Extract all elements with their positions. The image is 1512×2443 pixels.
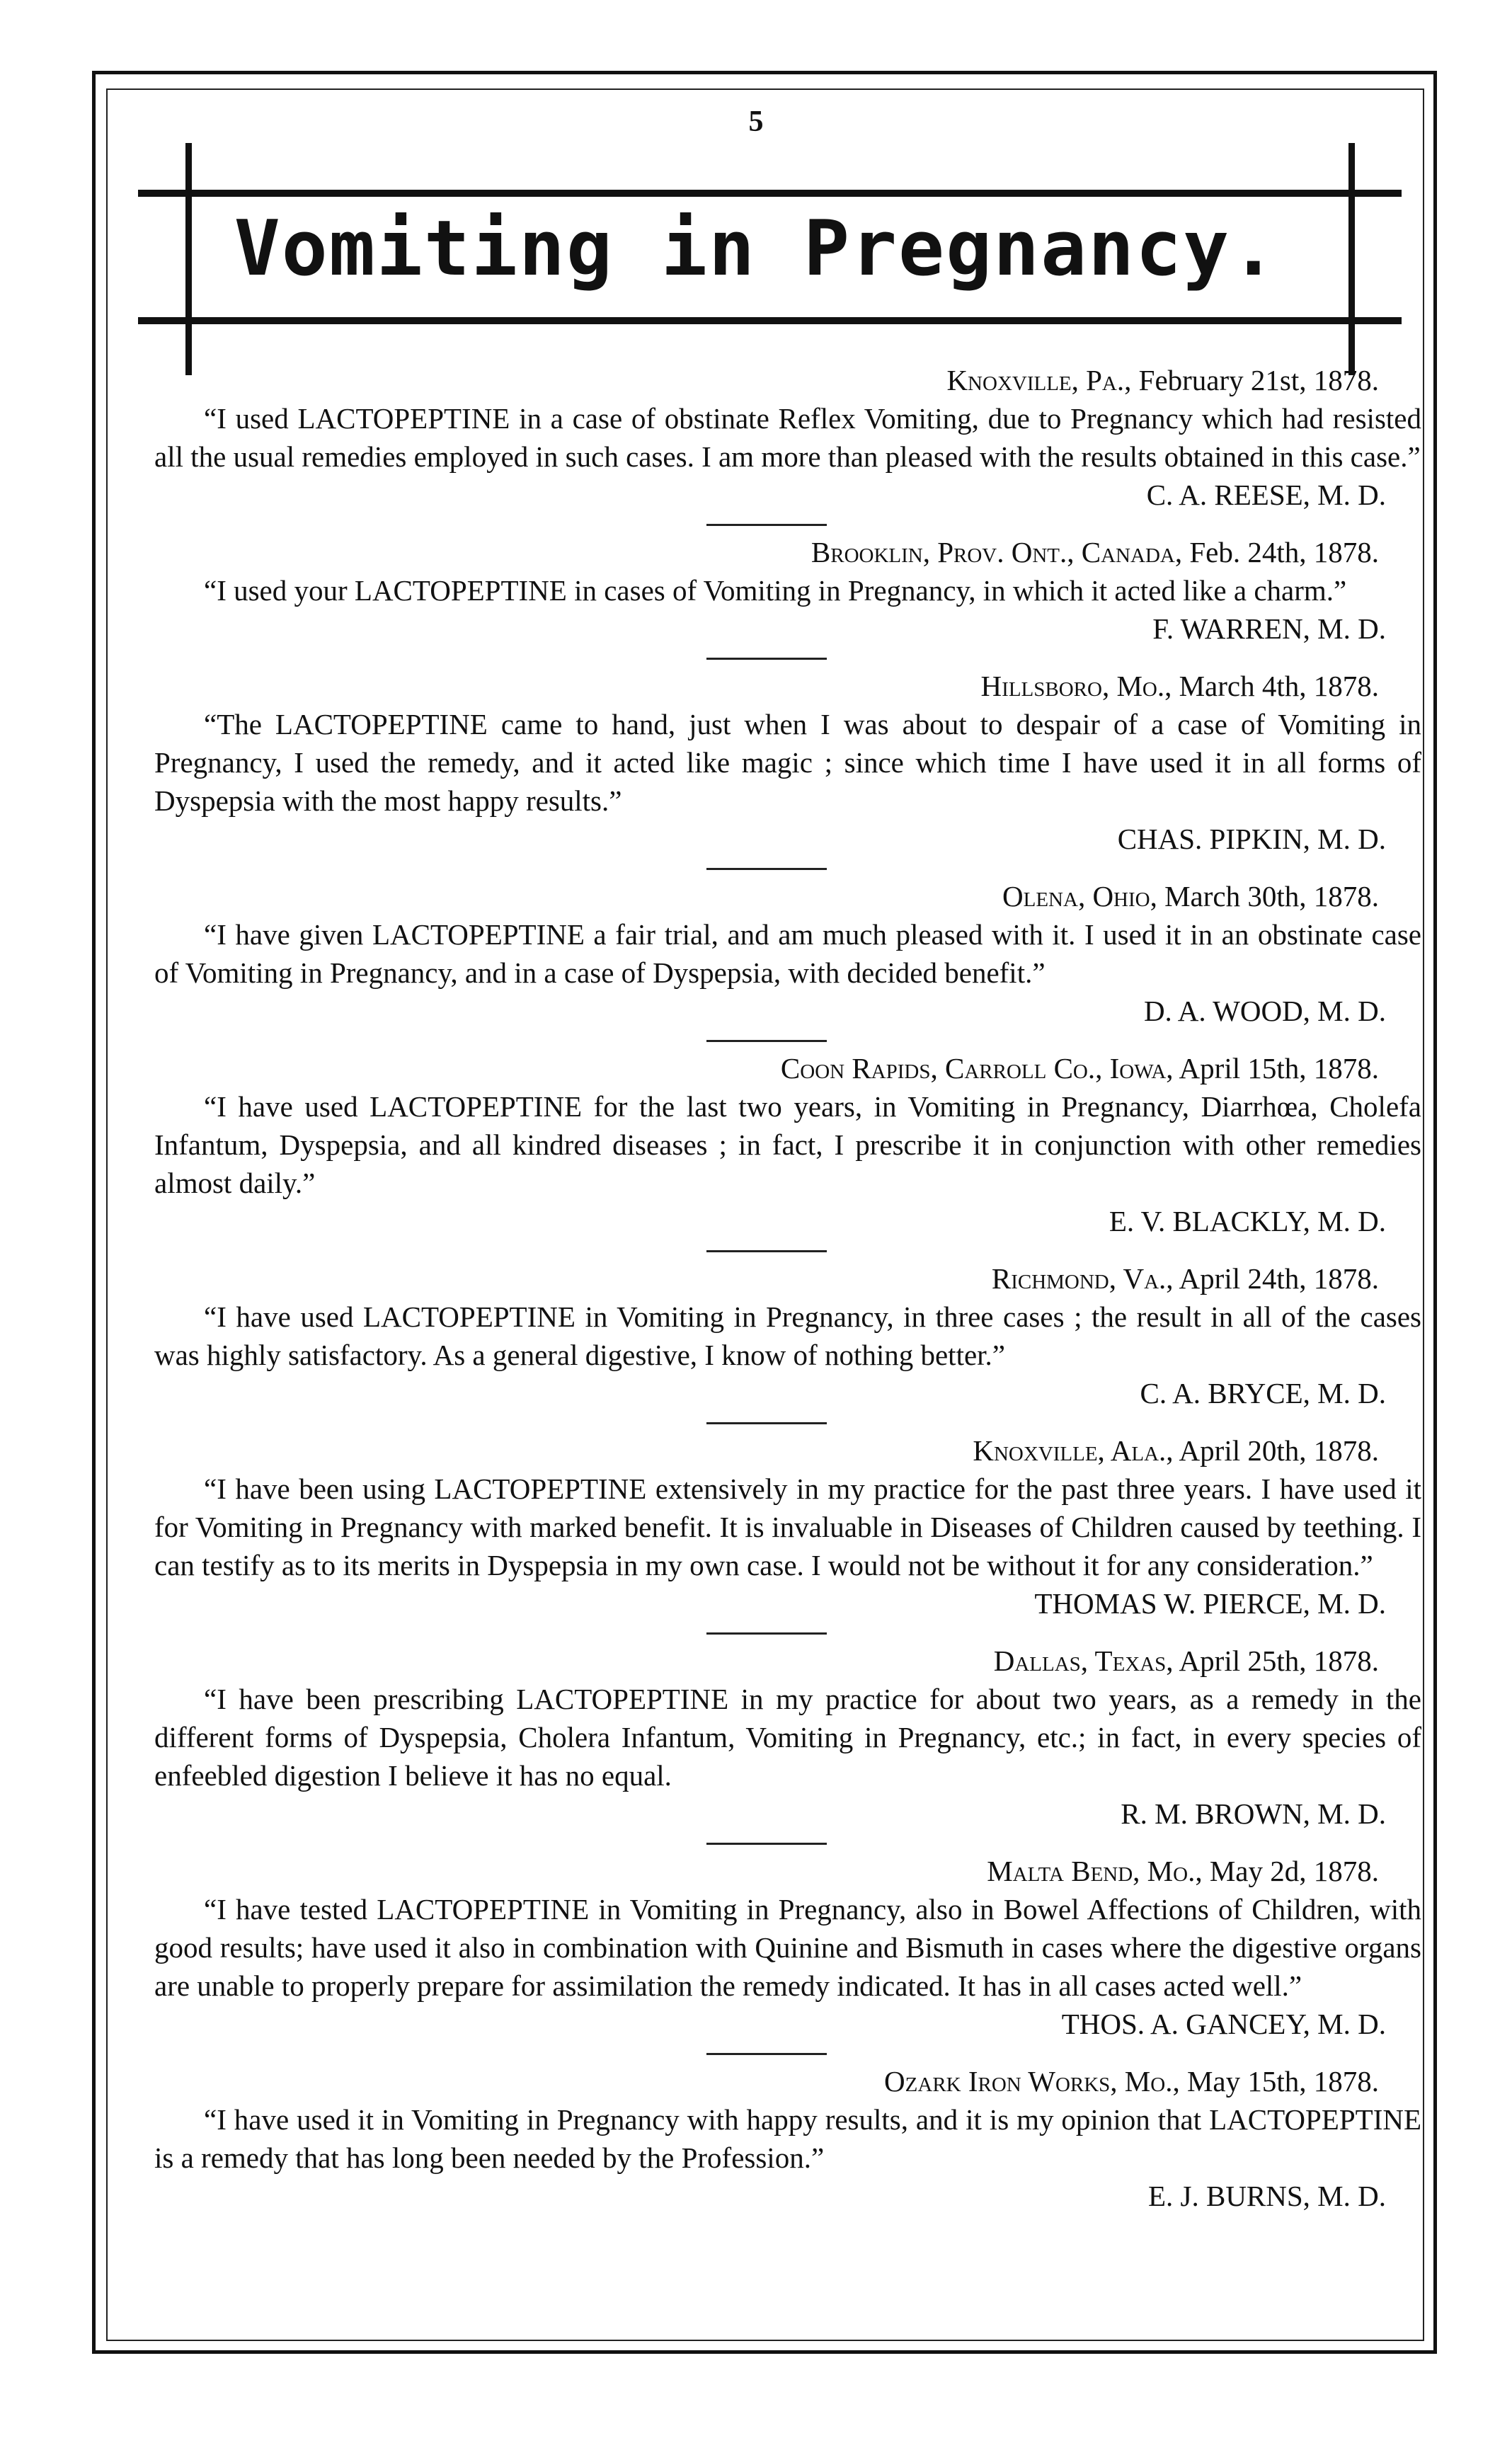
testimonial-quote: “I have used it in Vomiting in Pregnancy with happy results, and it is my opinion that LACTOPEPTINE is a remedy that has long been needed by the Profession.” (154, 2103, 1421, 2174)
testimonial-signer: C. A. REESE, M. D. (1146, 479, 1386, 511)
place-name: Dallas, Texas, (993, 1644, 1174, 1677)
place-name: Ozark Iron Works, Mo., (884, 2065, 1180, 2098)
testimonial-date: Feb. 24th, 1878. (1182, 536, 1379, 568)
separator-rule (706, 1250, 827, 1252)
testimonial-location (154, 533, 1421, 571)
testimonial (154, 1431, 1421, 1635)
testimonial-location (154, 1431, 1421, 1470)
place-name: Knoxville, Pa., (946, 364, 1132, 396)
testimonial-signer: CHAS. PIPKIN, M. D. (1117, 823, 1386, 855)
testimonial-location (154, 877, 1421, 915)
separator-rule (706, 1040, 827, 1042)
testimonial-location (154, 361, 1421, 399)
testimonial-date: May 15th, 1878. (1179, 2065, 1379, 2098)
separator-rule (706, 2053, 827, 2055)
separator-rule (706, 524, 827, 526)
separator-rule (706, 658, 827, 660)
testimonial-quote: “I have tested LACTOPEPTINE in Vomiting in Pregnancy, also in Bowel Affections of Children, with good results; have used it also in combination with Quinine and Bismuth in cases where the digestive organs are unable to properly prepare for assimilation the remedy indicated. It has in all cases acted well.” (154, 1893, 1421, 2002)
testimonial-quote: “The LACTOPEPTINE came to hand, just when I was about to despair of a case of Vomiting in Pregnancy, I used the remedy, and it acted like magic ; since which time I have used it in all forms of Dyspepsia with the most happy results.” (154, 708, 1421, 817)
testimonial-location (154, 1642, 1421, 1680)
testimonial (154, 533, 1421, 660)
testimonial-location (154, 2062, 1421, 2100)
place-name: Malta Bend, Mo., (987, 1855, 1203, 1887)
testimonial (154, 1259, 1421, 1424)
testimonial-signer: E. J. BURNS, M. D. (1147, 2180, 1386, 2212)
testimonial-quote: “I have used LACTOPEPTINE in Vomiting in Pregnancy, in three cases ; the result in all of the cases was highly satisfactory. As a general digestive, I know of nothing better.” (154, 1300, 1421, 1371)
testimonial-date: March 4th, 1878. (1172, 670, 1379, 702)
testimonial (154, 1642, 1421, 1845)
separator-rule (706, 868, 827, 870)
testimonial (154, 361, 1421, 526)
testimonial (154, 1049, 1421, 1252)
testimonial-location (154, 1049, 1421, 1087)
testimonials-list (154, 361, 1421, 2215)
title-bottom-rule (138, 317, 1402, 324)
testimonial-date: April 24th, 1878. (1173, 1262, 1379, 1295)
testimonial-signer: C. A. BRYCE, M. D. (1140, 1377, 1386, 1409)
testimonial-quote: “I used your LACTOPEPTINE in cases of Vomiting in Pregnancy, in which it acted like a charm.” (204, 574, 1347, 607)
place-name: Hillsboro, Mo., (980, 670, 1172, 702)
testimonial-quote: “I have been using LACTOPEPTINE extensively in my practice for the past three years. I have used it for Vomiting in Pregnancy with marked benefit. It is invaluable in Diseases of Children caused by teething. I can testify as to its merits in Dyspepsia in my own case. I would not be without it for any consideration.” (154, 1472, 1421, 1581)
place-name: Richmond, Va., (991, 1262, 1174, 1295)
testimonial (154, 2062, 1421, 2215)
testimonial-date: April 15th, 1878. (1173, 1052, 1379, 1085)
testimonial-date: March 30th, 1878. (1157, 880, 1379, 912)
separator-rule (706, 1632, 827, 1635)
testimonial-signer: E. V. BLACKLY, M. D. (1109, 1205, 1386, 1237)
place-name: Knoxville, Ala., (973, 1434, 1174, 1467)
testimonial-date: April 20th, 1878. (1173, 1434, 1379, 1467)
page-title: Vomiting in Pregnancy. (234, 205, 1278, 293)
title-top-rule (138, 190, 1402, 197)
separator-rule (706, 1843, 827, 1845)
testimonial-date: May 2d, 1878. (1202, 1855, 1379, 1887)
testimonial-signer: THOMAS W. PIERCE, M. D. (1034, 1587, 1386, 1620)
testimonial-location (154, 1259, 1421, 1298)
testimonial-signer: F. WARREN, M. D. (1152, 612, 1386, 645)
testimonial (154, 877, 1421, 1042)
testimonial-quote: “I have been prescribing LACTOPEPTINE in my practice for about two years, as a remedy in the different forms of Dyspepsia, Cholera Infantum, Vomiting in Pregnancy, etc.; in fact, in every species of enfeebled digestion I believe it has no equal. (154, 1683, 1421, 1792)
testimonial-quote: “I have given LACTOPEPTINE a fair trial, and am much pleased with it. I used it in an obstinate case of Vomiting in Pregnancy, and in a case of Dyspepsia, with decided benefit.” (154, 918, 1421, 989)
testimonial-signer: D. A. WOOD, M. D. (1143, 995, 1386, 1027)
testimonial-quote: “I have used LACTOPEPTINE for the last two years, in Vomiting in Pregnancy, Diarrhœa, Cholefa Infantum, Dyspepsia, and all kindred diseases ; in fact, I prescribe it in conjunction with other remedies almost daily.” (154, 1090, 1421, 1199)
testimonial-location (154, 1852, 1421, 1890)
place-name: Brooklin, Prov. Ont., Canada, (811, 536, 1183, 568)
testimonial-signer: R. M. BROWN, M. D. (1121, 1797, 1386, 1830)
testimonial-signer: THOS. A. GANCEY, M. D. (1061, 2008, 1386, 2040)
testimonial-date: February 21st, 1878. (1131, 364, 1379, 396)
testimonial-quote: “I used LACTOPEPTINE in a case of obstinate Reflex Vomiting, due to Pregnancy which had resisted all the usual remedies employed in such cases. I am more than pleased with the results obtained in this case.” (154, 402, 1421, 473)
testimonial-location (154, 667, 1421, 705)
separator-rule (706, 1422, 827, 1424)
testimonial (154, 1852, 1421, 2055)
testimonial-date: April 25th, 1878. (1173, 1644, 1379, 1677)
page-number: 5 (748, 105, 764, 138)
place-name: Olena, Ohio, (1002, 880, 1157, 912)
place-name: Coon Rapids, Carroll Co., Iowa, (780, 1052, 1174, 1085)
testimonial (154, 667, 1421, 870)
